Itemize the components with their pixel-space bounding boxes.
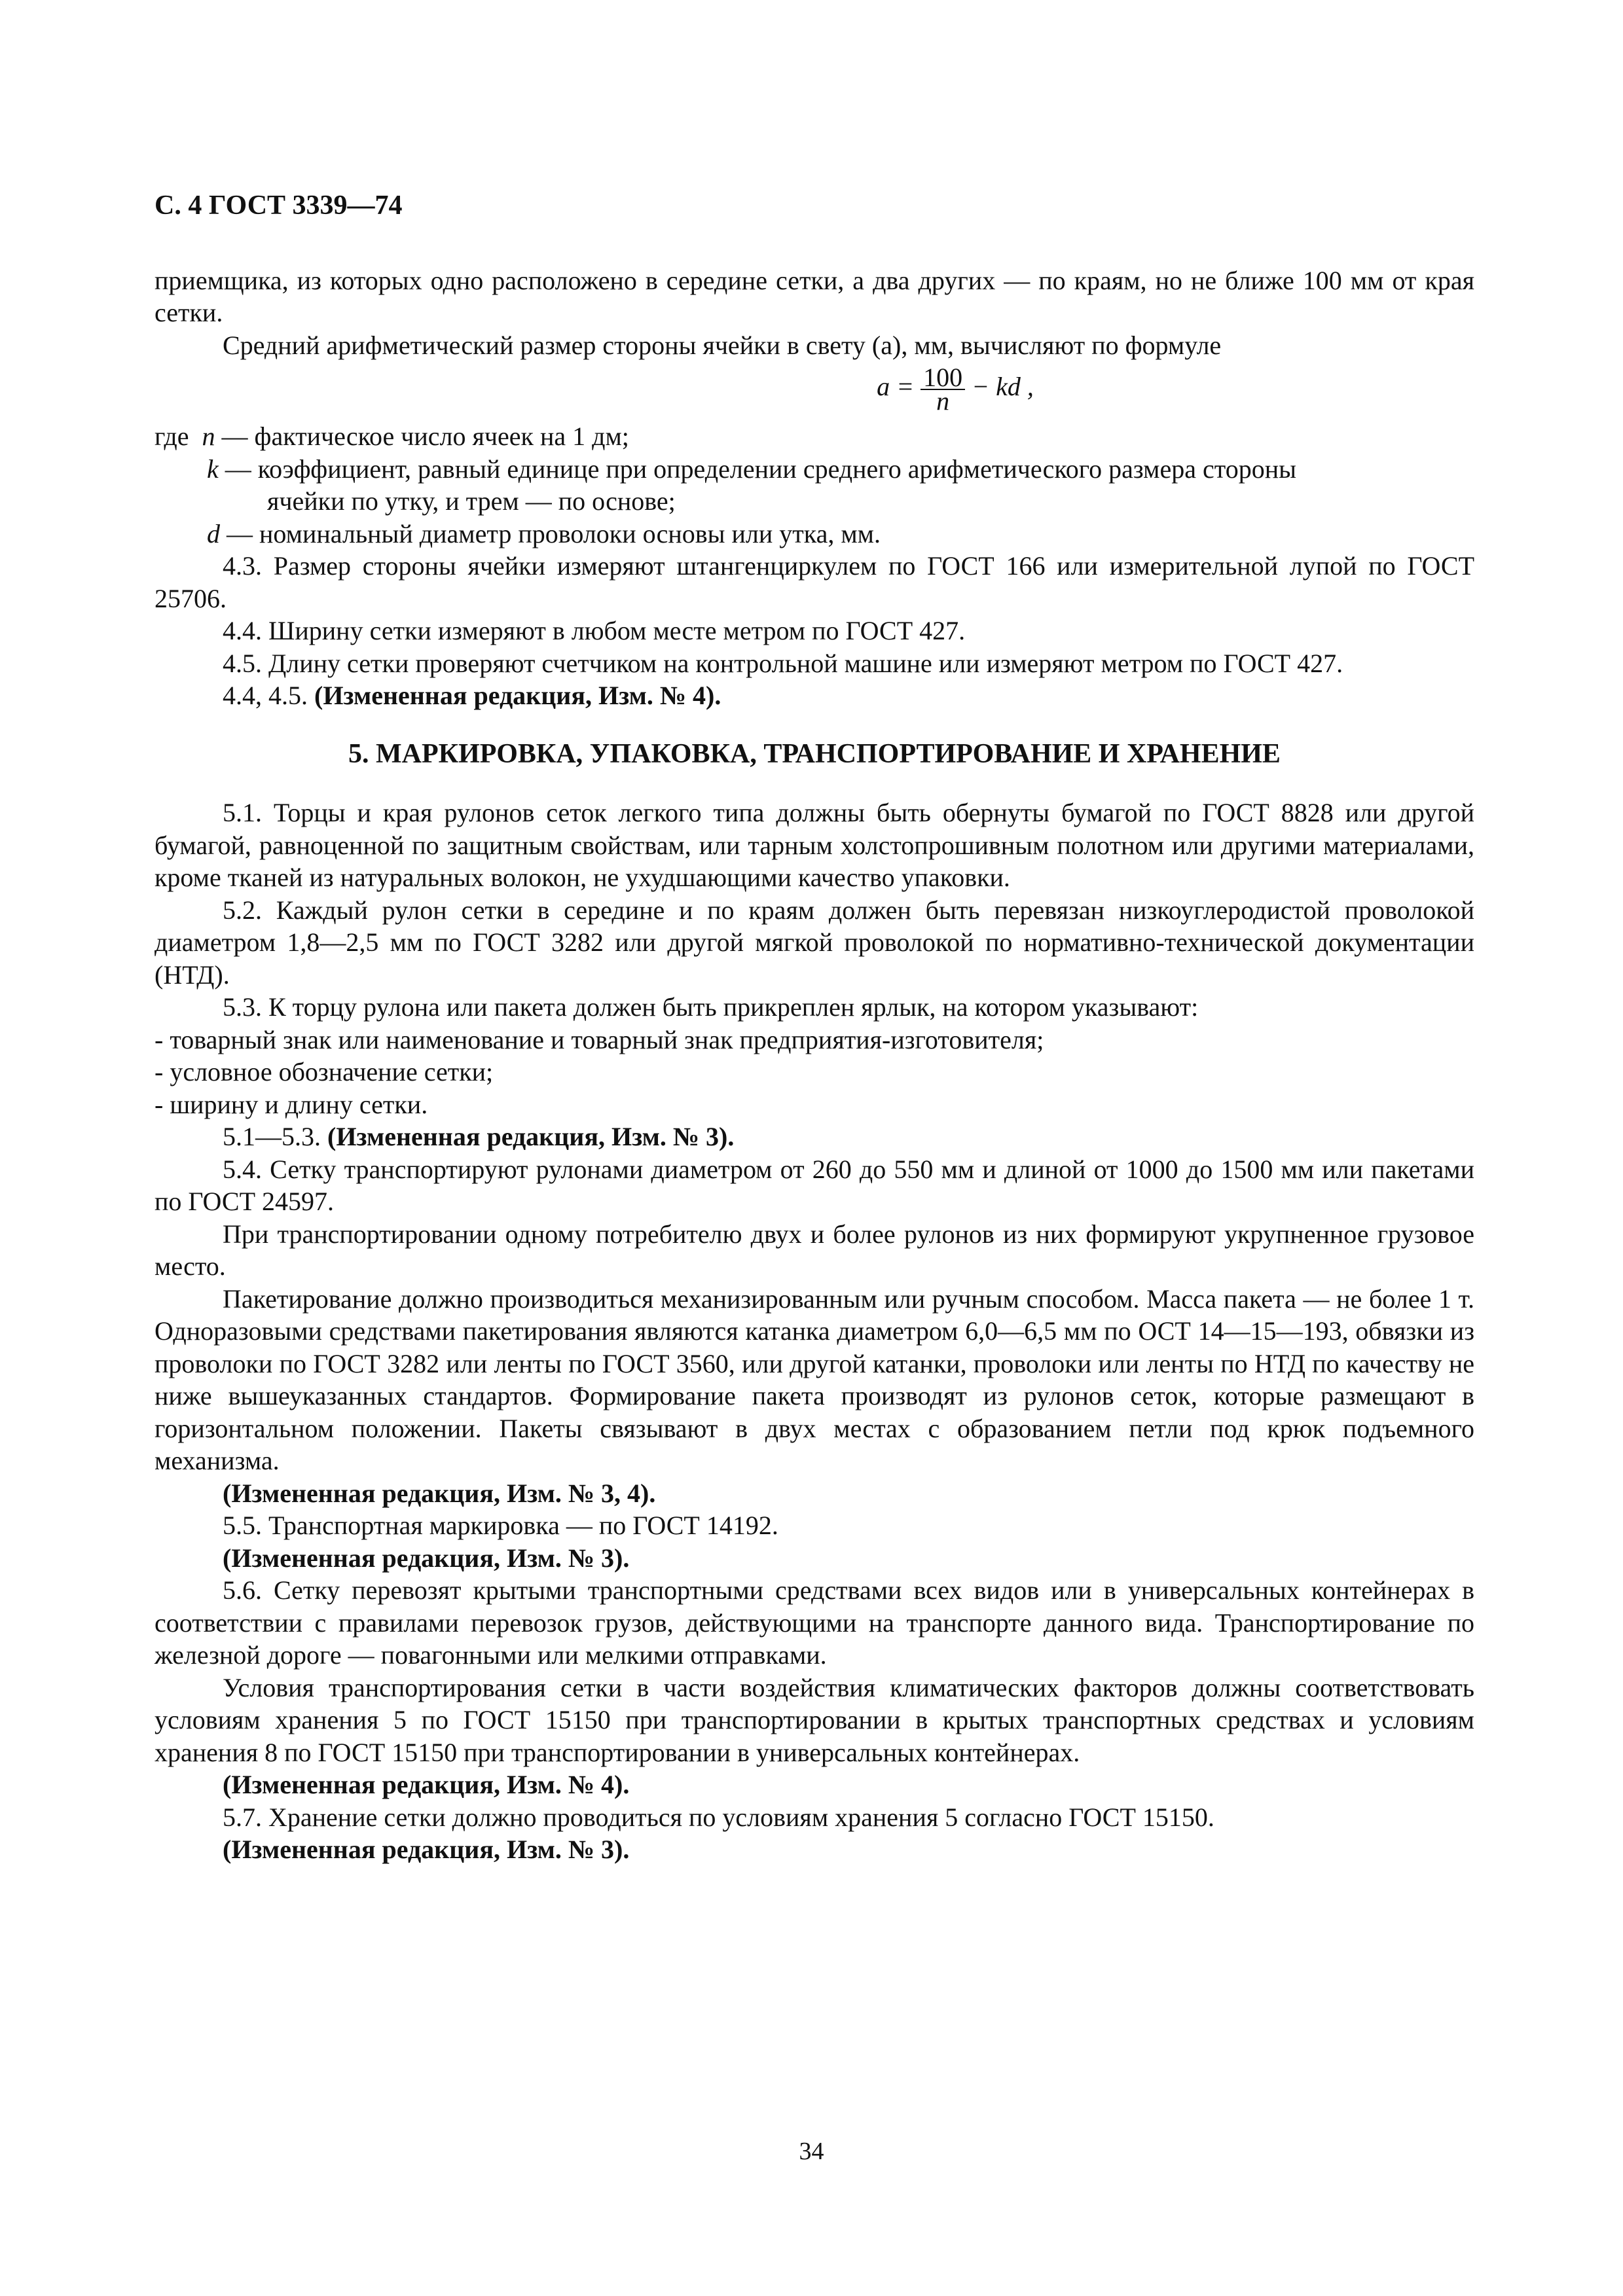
definition-n: [155, 420, 1474, 453]
definition-n-text: — фактическое число ячеек на 1 дм;: [221, 422, 629, 451]
symbol-n: n: [202, 422, 215, 451]
amendment-note-5-1-5-3: [155, 1121, 1474, 1153]
section-5-heading: 5. МАРКИРОВКА, УПАКОВКА, ТРАНСПОРТИРОВАНИЕ И ХРАНЕНИЕ: [348, 738, 1281, 769]
paragraph-5-5: 5.5. Транспортная маркировка — по ГОСТ 14192.: [223, 1511, 778, 1540]
running-header: С. 4 ГОСТ 3339—74: [155, 190, 403, 221]
paragraph-4-5: 4.5. Длину сетки проверяют счетчиком на контрольной машине или измеряют метром по ГОСТ 427.: [223, 648, 1343, 678]
paragraph-5-3: 5.3. К торцу рулона или пакета должен быть прикреплен ярлык, на котором указывают:: [223, 992, 1199, 1022]
paragraph-5-4: 5.4. Сетку транспортируют рулонами диаметром от 260 до 550 мм и длиной от 1000 до 1500 мм или пакетами по ГОСТ 24597.: [155, 1154, 1474, 1216]
definition-d-text: — номинальный диаметр проволоки основы или утка, мм.: [227, 518, 881, 548]
amendment-text: (Измененная редакция, Изм. № 4).: [314, 681, 721, 710]
paragraph-5-6: 5.6. Сетку перевозят крытыми транспортными средствами всех видов или в универсальных контейнерах в соответствии с правилами перевозок грузов, действующими на транспорте данного вида. Транспортирование по железной дороге — повагонными или мелкими отправками.: [155, 1575, 1474, 1670]
definition-k-continuation: ячейки по утку, и трем — по основе;: [267, 486, 676, 516]
amendment-ref: 5.1—5.3.: [223, 1122, 321, 1151]
amendment-ref: 4.4, 4.5.: [223, 681, 308, 710]
formula-lhs: a =: [877, 372, 915, 402]
amendment-note-5-7: (Измененная редакция, Изм. № 3).: [223, 1835, 630, 1864]
amendment-note-5-5: (Измененная редакция, Изм. № 3).: [223, 1543, 630, 1573]
paragraph-5-1: 5.1. Торцы и края рулонов сеток легкого типа должны быть обернуты бумагой по ГОСТ 8828 или другой бумагой, равноценной по защитным свойствам, или тарным холстопрошивным полотном или другими материалами, кроме тканей из натуральных волокон, не ухудшающими качество упаковки.: [155, 798, 1474, 892]
formula: [155, 363, 1474, 416]
amendment-text: (Измененная редакция, Изм. № 3).: [327, 1122, 735, 1151]
page-number: 34: [799, 2138, 824, 2165]
paragraph-5-7: 5.7. Хранение сетки должно проводиться по условиям хранения 5 согласно ГОСТ 15150.: [223, 1802, 1214, 1832]
where-word: где: [155, 422, 189, 451]
formula-rhs: − kd ,: [972, 372, 1034, 402]
amendment-note-4-4-4-5: [155, 679, 1474, 712]
symbol-k: k: [207, 454, 219, 484]
amendment-note-5-4: (Измененная редакция, Изм. № 3, 4).: [223, 1478, 656, 1508]
paragraph-5-4-c: Пакетирование должно производиться механизированным или ручным способом. Масса пакета — не более 1 т. Одноразовыми средствами пакетирования являются катанка диаметром 6,0—6,5 мм по ОСТ 14—15—193, обвязки из проволоки по ГОСТ 3282 или ленты по ГОСТ 3560, или другой катанки, проволоки или ленты по НТД по качеству не ниже вышеуказанных стандартов. Формирование пакета производят из рулонов сеток, которые размещают в горизонтальном положении. Пакеты связывают в двух местах с образованием петли под крюк подъемного механизма.: [155, 1283, 1474, 1475]
paragraph-mean-size: Средний арифметический размер стороны ячейки в свету (а), мм, вычисляют по формуле: [223, 330, 1222, 360]
paragraph-5-2: 5.2. Каждый рулон сетки в середине и по краям должен быть перевязан низкоуглеродистой проволокой диаметром 1,8—2,5 мм по ГОСТ 3282 или другой мягкой проволокой по нормативно-технической документации (НТД).: [155, 895, 1474, 990]
symbol-d: d: [207, 518, 220, 548]
formula-numerator: 100: [921, 367, 965, 390]
list-item: - ширину и длину сетки.: [155, 1089, 428, 1119]
definition-k-text: — коэффициент, равный единице при определении среднего арифметического размера стороны: [225, 454, 1296, 484]
list-item: - условное обозначение сетки;: [155, 1057, 494, 1086]
definition-d: [155, 518, 1474, 550]
paragraph-4-3: 4.3. Размер стороны ячейки измеряют штангенциркулем по ГОСТ 166 или измерительной лупой по ГОСТ 25706.: [155, 551, 1474, 613]
list-item: - товарный знак или наименование и товарный знак предприятия-изготовителя;: [155, 1024, 1044, 1054]
paragraph-continuation: приемщика, из которых одно расположено в середине сетки, а два других — по краям, но не ближе 100 мм от края сетки.: [155, 265, 1474, 327]
paragraph-5-4-b: При транспортировании одному потребителю двух и более рулонов из них формируют укрупненное грузовое место.: [155, 1219, 1474, 1281]
paragraph-5-6-b: Условия транспортирования сетки в части воздействия климатических факторов должны соответствовать условиям хранения 5 по ГОСТ 15150 при транспортировании в крытых транспортных средствах и условиям хранения 8 по ГОСТ 15150 при транспортировании в универсальных контейнерах.: [155, 1672, 1474, 1767]
formula-fraction: [921, 363, 965, 416]
definition-k: [155, 453, 1474, 518]
amendment-note-5-6: (Измененная редакция, Изм. № 4).: [223, 1770, 630, 1799]
document-page: [155, 190, 1474, 1866]
formula-denominator: n: [936, 386, 950, 416]
paragraph-4-4: 4.4. Ширину сетки измеряют в любом месте метром по ГОСТ 427.: [223, 616, 966, 645]
